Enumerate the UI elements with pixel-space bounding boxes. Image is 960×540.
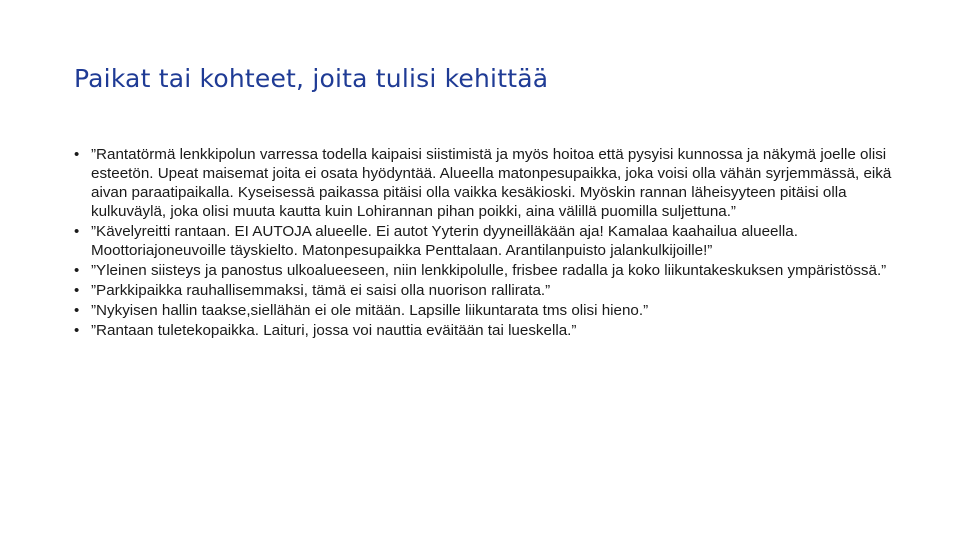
bullet-list: [74, 145, 896, 341]
bullet-marker: •: [74, 322, 80, 339]
bullet-item: [74, 222, 896, 260]
bullet-item: [74, 281, 896, 300]
bullet-marker: •: [74, 262, 80, 279]
bullet-marker: •: [74, 282, 80, 299]
bullet-marker: •: [74, 302, 80, 319]
bullet-item: [74, 145, 896, 221]
bullet-item: [74, 261, 896, 280]
bullet-text: ”Rantatörmä lenkkipolun varressa todella kaipaisi siistimistä ja myös hoitoa että pysyisi kunnossa ja näkymä joelle olisi esteetön. Upeat maisemat joita ei osata hyödyntää. Alueella matonpesupaikka, joka voisi olla vähän syrjemmässä, eikä aivan paraatipaikalla. Kyseisessä paikassa pitäisi olla vaikka kesäkioski. Myöskin rannan läheisyyteen pitäisi olla kulkuväylä, joka olisi muuta kautta kuin Lohirannan pihan poikki, aina välillä puomilla suljettuna.”: [91, 146, 892, 220]
bullet-item: [74, 321, 896, 340]
bullet-text: ”Kävelyreitti rantaan. EI AUTOJA alueelle. Ei autot Yyterin dyyneilläkään aja! Kamalaa kaahailua alueella. Moottoriajoneuvoille täyskielto. Matonpesupaikka Penttalaan. Arantilanpuisto jalankulkijoille!”: [91, 223, 798, 259]
bullet-text: ”Rantaan tuletekopaikka. Laituri, jossa voi nauttia eväitään tai lueskella.”: [91, 322, 577, 339]
bullet-text: ”Parkkipaikka rauhallisemmaksi, tämä ei saisi olla nuorison rallirata.”: [91, 282, 551, 299]
bullet-text: ”Yleinen siisteys ja panostus ulkoalueeseen, niin lenkkipolulle, frisbee radalla ja koko liikuntakeskuksen ympäristössä.”: [91, 262, 887, 279]
bullet-item: [74, 301, 896, 320]
bullet-text: ”Nykyisen hallin taakse,siellähän ei ole mitään. Lapsille liikuntarata tms olisi hieno.”: [91, 302, 649, 319]
bullet-marker: •: [74, 223, 80, 240]
slide-title: Paikat tai kohteet, joita tulisi kehittää: [74, 64, 549, 93]
bullet-marker: •: [74, 146, 80, 163]
